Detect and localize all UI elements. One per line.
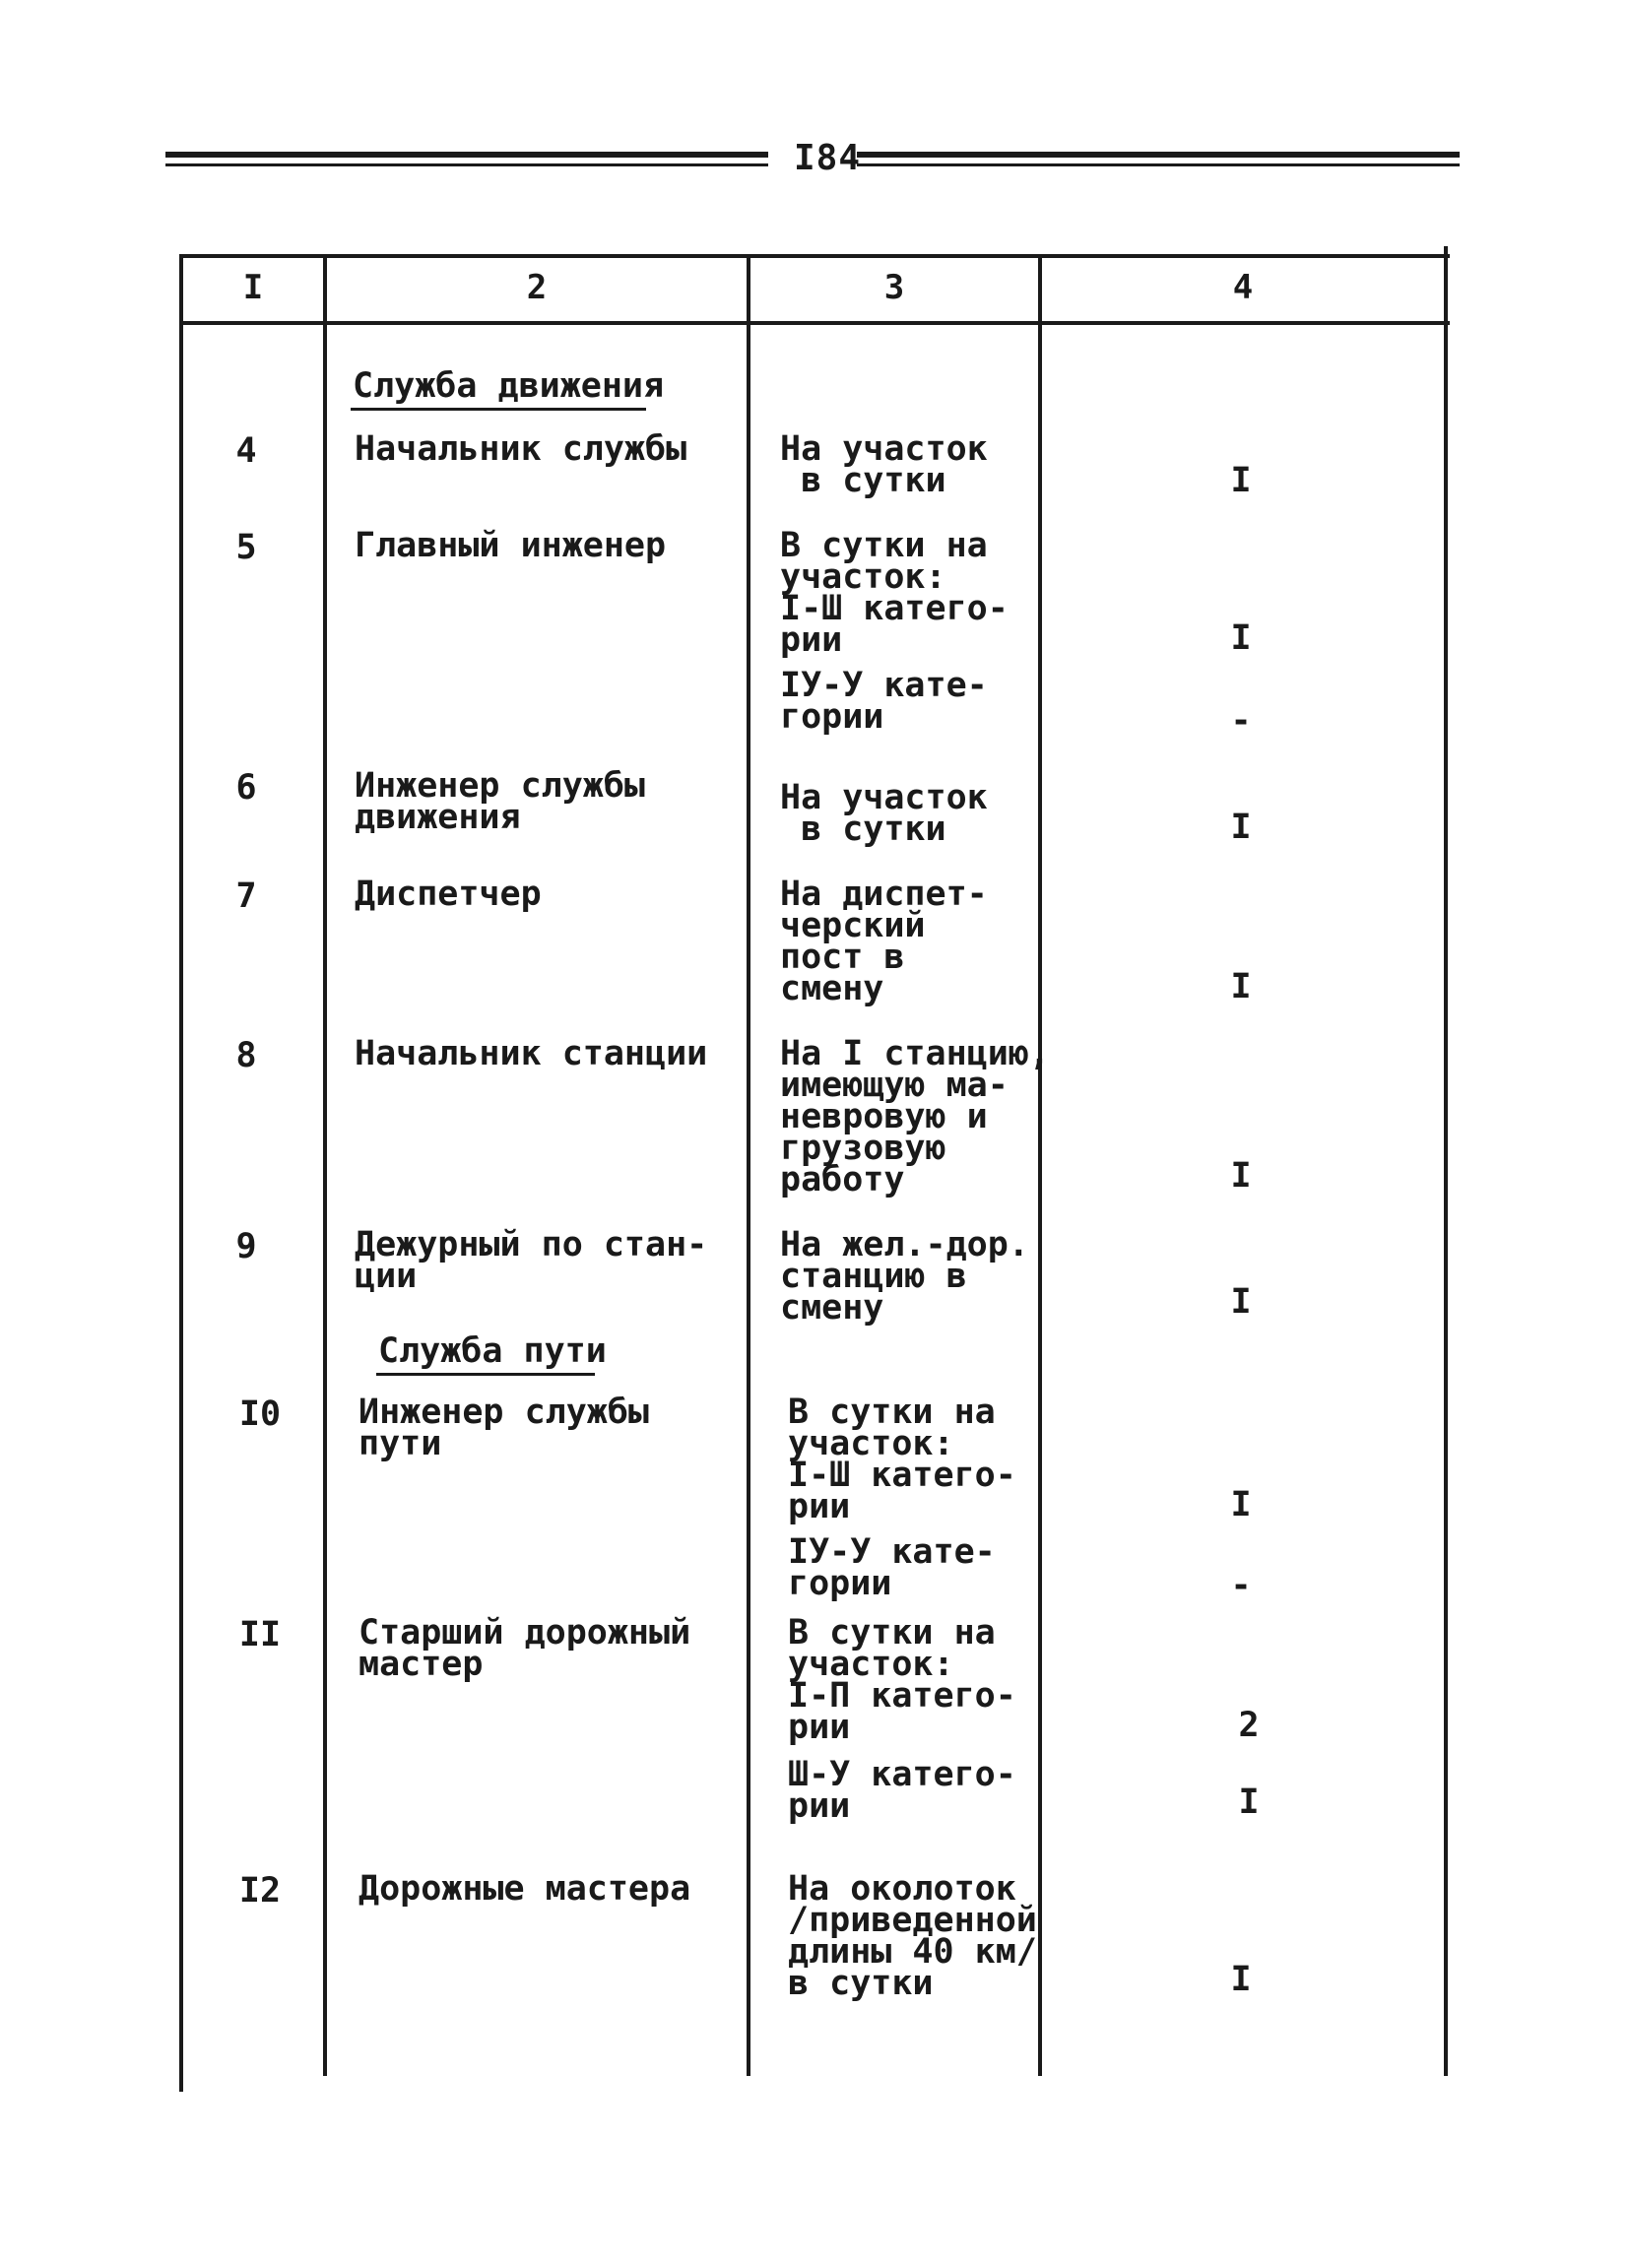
column-header-1: I — [242, 268, 264, 307]
basis-line: участок: — [788, 1645, 954, 1684]
row-number: 5 — [235, 528, 257, 567]
norm-value: - — [1230, 701, 1252, 741]
row-number: 8 — [235, 1036, 257, 1075]
basis-line: невровую и — [780, 1097, 988, 1136]
section-underline-movement — [351, 408, 646, 411]
norm-value: - — [1230, 1566, 1252, 1605]
basis-line: В сутки на — [788, 1393, 996, 1432]
row-number: I0 — [238, 1394, 282, 1434]
norm-value: I — [1230, 618, 1252, 658]
basis-line: IУ-У кате- — [780, 666, 988, 705]
col-divider-2 — [747, 254, 750, 2076]
row-number: I2 — [238, 1871, 282, 1911]
position-title: Начальник службы — [355, 429, 687, 469]
position-title: Дорожные мастера — [358, 1869, 691, 1909]
table-top-border — [179, 254, 1450, 258]
header-rule-left-bottom — [165, 163, 768, 166]
basis-line: грузовую — [780, 1129, 946, 1168]
position-title: Инженер службы движения — [355, 766, 646, 837]
position-title: Инженер службы пути — [358, 1393, 650, 1463]
page-number: I84 — [793, 138, 862, 178]
col-divider-1 — [323, 254, 327, 2076]
basis-line: в сутки — [788, 1964, 934, 2003]
norm-value: I — [1230, 808, 1252, 847]
basis-line: В сутки на — [780, 526, 988, 565]
basis-line: рии — [788, 1786, 851, 1826]
row-number: II — [238, 1615, 282, 1654]
basis-line: В сутки на — [788, 1613, 996, 1652]
basis-line: станцию в — [780, 1257, 967, 1296]
position-title: Диспетчер — [355, 875, 542, 914]
basis-line: IУ-У кате- — [788, 1532, 996, 1572]
norm-value: I — [1230, 1282, 1252, 1322]
basis-line: I-П катего- — [788, 1676, 1016, 1716]
basis-line: На диспет- — [780, 875, 988, 914]
norm-value: I — [1230, 1960, 1252, 1999]
position-title: Старший дорожный мастер — [358, 1613, 691, 1684]
row-number: 7 — [235, 876, 257, 916]
basis-line: /приведенной — [788, 1901, 1037, 1940]
header-rule-right-bottom — [857, 163, 1460, 166]
basis-line: I-Ш катего- — [780, 589, 1009, 628]
section-title-movement: Служба движения — [353, 366, 665, 406]
basis-line: гории — [780, 697, 884, 737]
basis-line: участок: — [780, 557, 946, 597]
col-divider-3 — [1038, 254, 1042, 2076]
column-header-4: 4 — [1232, 268, 1254, 307]
basis-line: длины 40 км/ — [788, 1932, 1037, 1972]
basis-line: На участок — [780, 429, 988, 469]
basis-line: На околоток — [788, 1869, 1016, 1909]
basis-line: I-Ш катего- — [788, 1456, 1016, 1495]
section-underline-track — [376, 1373, 595, 1376]
basis-line: смену — [780, 1288, 884, 1328]
position-title: Дежурный по стан- ции — [355, 1225, 708, 1296]
basis-line: На участок — [780, 778, 988, 817]
basis-line: в сутки — [780, 810, 946, 849]
position-title: Начальник станции — [355, 1034, 708, 1073]
column-header-3: 3 — [883, 268, 905, 307]
basis-line: имеющую ма- — [780, 1066, 1009, 1105]
basis-line: На I станцию, — [780, 1034, 1050, 1073]
norm-value: I — [1230, 1156, 1252, 1196]
basis-line: работу — [780, 1160, 905, 1199]
section-title-track: Служба пути — [378, 1331, 607, 1371]
header-rule-right-top — [857, 152, 1460, 158]
basis-line: рии — [780, 620, 843, 660]
table-right-border — [1444, 246, 1448, 2076]
norm-value: 2 — [1238, 1706, 1260, 1745]
basis-line: Ш-У катего- — [788, 1755, 1016, 1794]
norm-value: I — [1230, 461, 1252, 500]
table-left-border — [179, 254, 183, 2092]
basis-line: гории — [788, 1564, 892, 1603]
row-number: 4 — [235, 431, 257, 471]
header-rule-left-top — [165, 152, 768, 158]
norm-value: I — [1230, 967, 1252, 1006]
position-title: Главный инженер — [355, 526, 667, 565]
basis-line: рии — [788, 1487, 851, 1526]
basis-line: смену — [780, 969, 884, 1008]
norm-value: I — [1238, 1782, 1260, 1822]
basis-line: участок: — [788, 1424, 954, 1463]
basis-line: рии — [788, 1708, 851, 1747]
norm-value: I — [1230, 1485, 1252, 1524]
row-number: 9 — [235, 1227, 257, 1266]
table-header-bottom-border — [179, 321, 1450, 325]
basis-line: в сутки — [780, 461, 946, 500]
basis-line: черский — [780, 906, 926, 945]
basis-line: На жел.-дор. — [780, 1225, 1029, 1264]
basis-line: пост в — [780, 938, 905, 977]
row-number: 6 — [235, 768, 257, 808]
column-header-2: 2 — [526, 268, 548, 307]
